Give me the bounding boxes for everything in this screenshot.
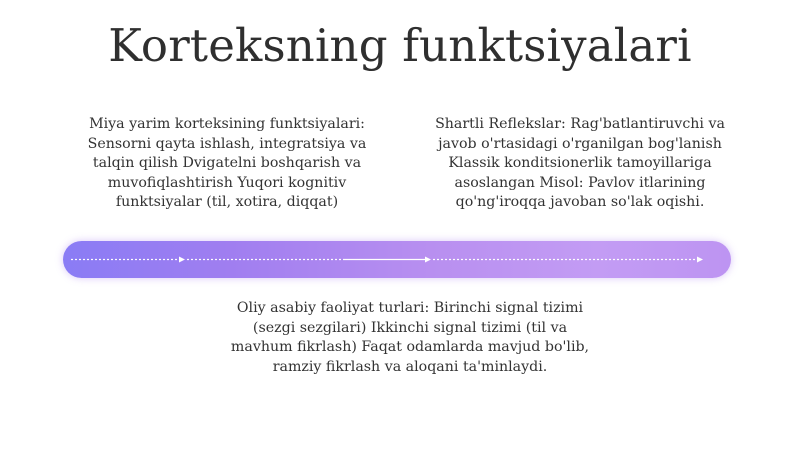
timeline-bar — [63, 241, 731, 278]
arrow-right-icon — [179, 257, 185, 263]
arrow-right-icon — [697, 257, 703, 263]
conditioned-reflexes-text: Shartli Reflekslar: Rag'batlantiruvchi va javob o'rtasidagi o'rganilgan bog'lanish Klassik konditsionerlik tamoyillariga asoslangan Misol: Pavlov itlarining qo'ng'iroqqa javoban so'lak oqishi. — [435, 116, 725, 210]
higher-nervous-activity-text: Oliy asabiy faoliyat turlari: Birinchi signal tizimi (sezgi sezgilari) Ikkinchi signal tizimi (til va mavhum fikrlash) Faqat odamlarda mavjud bo'lib, ramziy fikrlash va aloqani ta'minlaydi. — [230, 300, 590, 375]
cortex-functions-text: Miya yarim korteksining funktsiyalari: Sensorni qayta ishlash, integratsiya va talqin qilish Dvigatelni boshqarish va muvofiqlashtirish Yuqori kognitiv funktsiyalar (til, xotira, diqqat) — [87, 116, 367, 210]
slide-title: Korteksning funktsiyalari — [108, 19, 692, 72]
arrow-right-icon — [425, 257, 431, 263]
timeline-arrows — [63, 241, 731, 278]
